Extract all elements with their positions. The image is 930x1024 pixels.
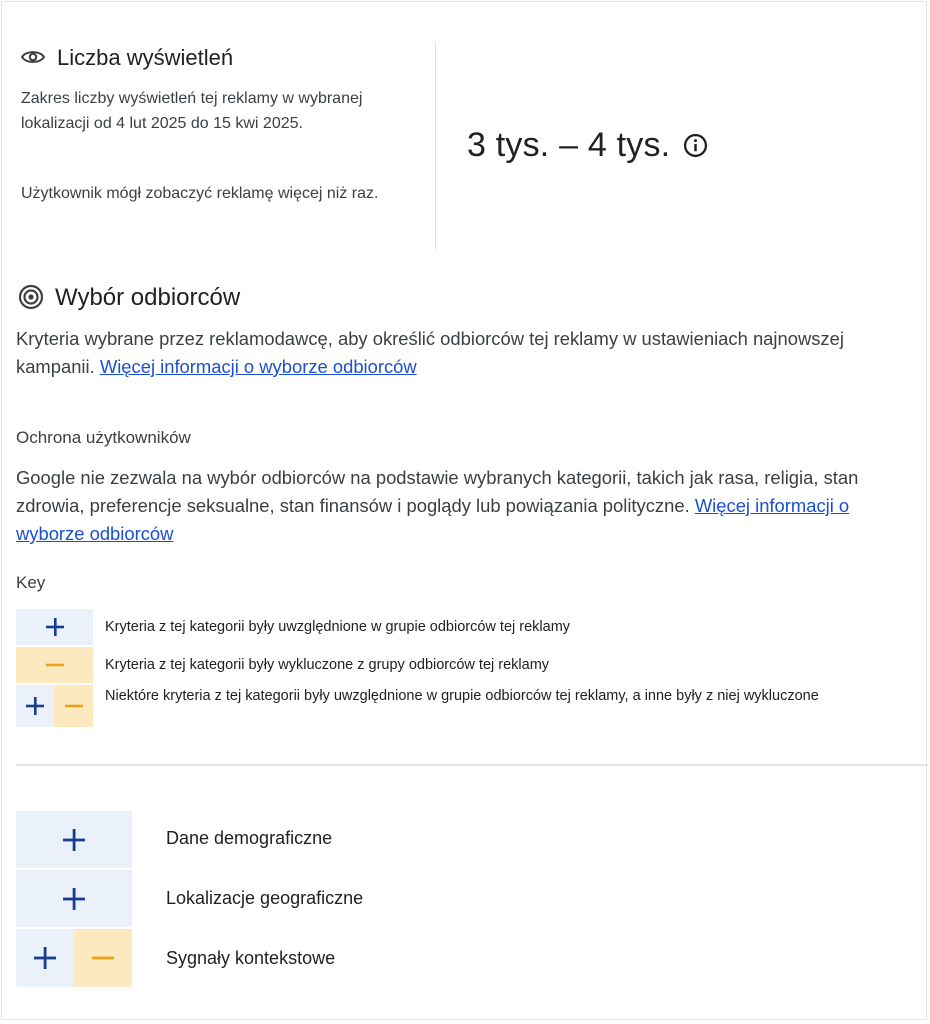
impressions-description: Zakres liczby wyświetleń tej reklamy w wybranej lokalizacji od 4 lut 2025 do 15 kwi 2025. [21, 90, 363, 132]
key-included-label: Kryteria z tej kategorii były uwzględnione w grupie odbiorców tej reklamy [105, 619, 571, 635]
target-icon [18, 284, 44, 310]
key-mixed-include-swatch [16, 685, 54, 727]
plus-icon [45, 617, 65, 637]
audience-learn-more-link[interactable]: Więcej informacji o wyborze odbiorców [99, 356, 417, 377]
plus-icon [25, 696, 45, 716]
category-contextual-include-swatch [16, 929, 74, 987]
impressions-title: Liczba wyświetleń [57, 45, 234, 70]
protection-description [16, 464, 921, 548]
key-mixed-label: Niektóre kryteria z tej kategorii były uwzględnione w grupie odbiorców tej reklamy, a inne były z niej wykluczone [105, 688, 819, 704]
category-geo-swatch [16, 870, 132, 927]
key-title: Key [16, 573, 46, 592]
eye-icon [21, 50, 45, 64]
impressions-note: Użytkownik mógł zobaczyć reklamę więcej niż raz. [21, 185, 379, 202]
vertical-divider [435, 42, 436, 250]
protection-title: Ochrona użytkowników [16, 428, 191, 447]
protection-description-text: Google nie zezwala na wybór odbiorców na podstawie wybranych kategorii, takich jak rasa, religia, stan zdrowia, preferencje seksualne, stan finansów i poglądy lub powiązania polityczne. [16, 467, 859, 516]
info-icon[interactable] [683, 133, 708, 158]
category-geo-label[interactable]: Lokalizacje geograficzne [166, 888, 364, 908]
key-excluded-swatch [16, 647, 93, 683]
minus-icon [64, 696, 84, 716]
protection-learn-more-link[interactable]: Więcej informacji o wyborze odbiorców [16, 495, 850, 544]
plus-icon [33, 946, 57, 970]
audience-title: Wybór odbiorców [55, 284, 241, 311]
category-demographics-swatch [16, 811, 132, 868]
key-included-swatch [16, 609, 93, 645]
minus-icon [91, 946, 115, 970]
audience-description-text: Kryteria wybrane przez reklamodawcę, aby określić odbiorców tej reklamy w ustawieniach najnowszej kampanii. [16, 328, 844, 377]
category-contextual-exclude-swatch [74, 929, 132, 987]
category-demographics-label[interactable]: Dane demograficzne [166, 828, 333, 848]
key-mixed-exclude-swatch [54, 685, 93, 727]
impressions-range: 3 tys. – 4 tys. [467, 126, 671, 164]
category-contextual-label[interactable]: Sygnały kontekstowe [166, 948, 336, 968]
plus-icon [62, 887, 86, 911]
section-divider [16, 764, 928, 766]
key-excluded-label: Kryteria z tej kategorii były wykluczone z grupy odbiorców tej reklamy [105, 657, 550, 673]
audience-description [16, 325, 921, 381]
minus-icon [45, 655, 65, 675]
plus-icon [62, 828, 86, 852]
